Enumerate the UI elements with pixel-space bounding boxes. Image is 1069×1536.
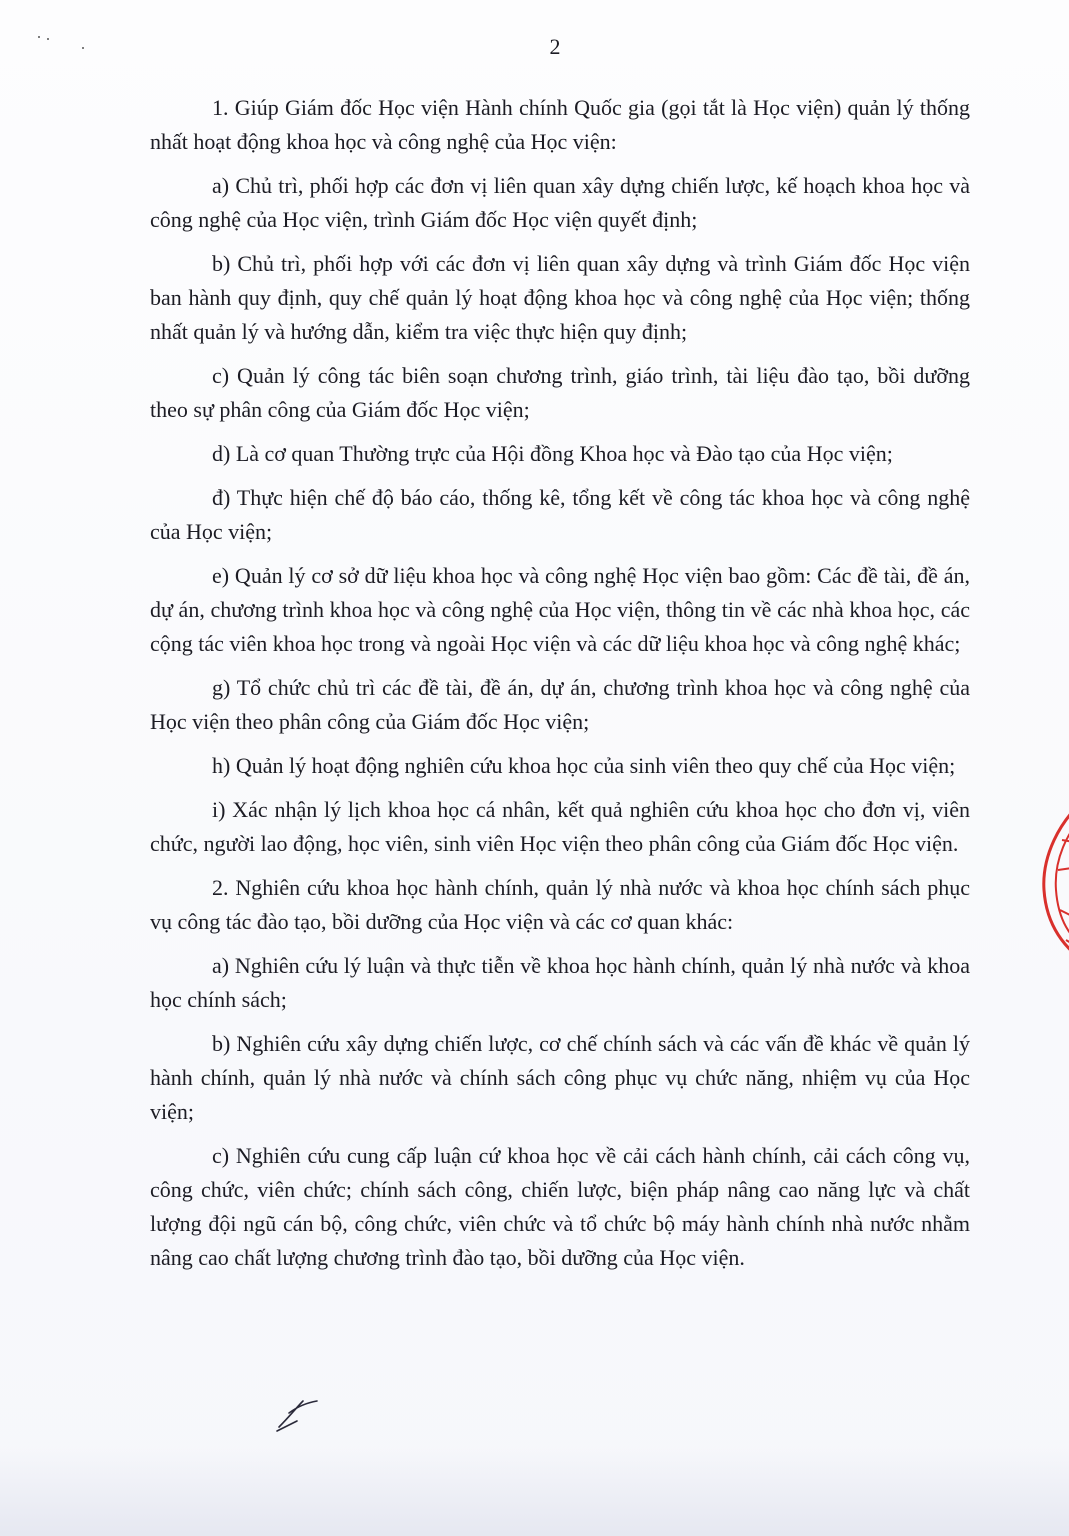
scan-shadow [0,1446,1069,1536]
paragraph-1g: g) Tổ chức chủ trì các đề tài, đề án, dự án, chương trình khoa học và công nghệ của Học viện theo phân công của Giám đốc Học viện; [150,675,970,734]
paragraph-2c: c) Nghiên cứu cung cấp luận cứ khoa học về cải cách hành chính, cải cách công vụ, công chức, viên chức; chính sách công, chiến lược, biện pháp nâng cao năng lực và chất lượng đội ngũ cán bộ, công chức, viên chức và tổ chức bộ máy hành chính nhà nước nhằm nâng cao chất lượng chương trình đào tạo, bồi dưỡng của Học viện. [150,1143,970,1270]
paragraph-1d: d) Là cơ quan Thường trực của Hội đồng Khoa học và Đào tạo của Học viện; [212,441,893,466]
seal-icon [1036,780,1069,980]
paragraph-1c: c) Quản lý công tác biên soạn chương trình, giáo trình, tài liệu đào tạo, bồi dưỡng theo sự phân công của Giám đốc Học viện; [150,363,970,422]
paragraph-1a: a) Chủ trì, phối hợp các đơn vị liên quan xây dựng chiến lược, kế hoạch khoa học và công nghệ của Học viện, trình Giám đốc Học viện quyết định; [150,173,970,232]
paragraph-2a: a) Nghiên cứu lý luận và thực tiễn về khoa học hành chính, quản lý nhà nước và khoa học chính sách; [150,953,970,1012]
paragraph-1: 1. Giúp Giám đốc Học viện Hành chính Quốc gia (gọi tắt là Học viện) quản lý thống nhất hoạt động khoa học và công nghệ của Học viện: [150,95,970,154]
paragraph-2b: b) Nghiên cứu xây dựng chiến lược, cơ chế chính sách và các vấn đề khác về quản lý hành chính, quản lý nhà nước và chính sách công phục vụ chức năng, nhiệm vụ của Học viện; [150,1031,970,1124]
paragraph-1b: b) Chủ trì, phối hợp với các đơn vị liên quan xây dựng và trình Giám đốc Học viện ban hành quy định, quy chế quản lý hoạt động khoa học và công nghệ của Học viện; thống nhất quản lý và hướng dẫn, kiểm tra việc thực hiện quy định; [150,251,970,344]
document-body [150,91,970,1285]
page-number: 2 [549,34,561,59]
paragraph-1i: i) Xác nhận lý lịch khoa học cá nhân, kết quả nghiên cứu khoa học cho đơn vị, viên chức, người lao động, học viên, sinh viên Học viện theo phân công của Giám đốc Học viện. [150,797,970,856]
paragraph-2: 2. Nghiên cứu khoa học hành chính, quản lý nhà nước và khoa học chính sách phục vụ công tác đào tạo, bồi dưỡng của Học viện và các cơ quan khác: [150,875,970,934]
signature-icon [275,1393,321,1433]
paragraph-1e: e) Quản lý cơ sở dữ liệu khoa học và công nghệ Học viện bao gồm: Các đề tài, đề án, dự án, chương trình khoa học và công nghệ của Học viện, thông tin về các nhà khoa học, các cộng tác viên khoa học trong và ngoài Học viện và các dữ liệu khoa học và công nghệ khác; [150,563,970,656]
paragraph-1h: h) Quản lý hoạt động nghiên cứu khoa học của sinh viên theo quy chế của Học viện; [212,753,956,778]
paragraph-1dd: đ) Thực hiện chế độ báo cáo, thống kê, tổng kết về công tác khoa học và công nghệ của Học viện; [150,485,970,544]
